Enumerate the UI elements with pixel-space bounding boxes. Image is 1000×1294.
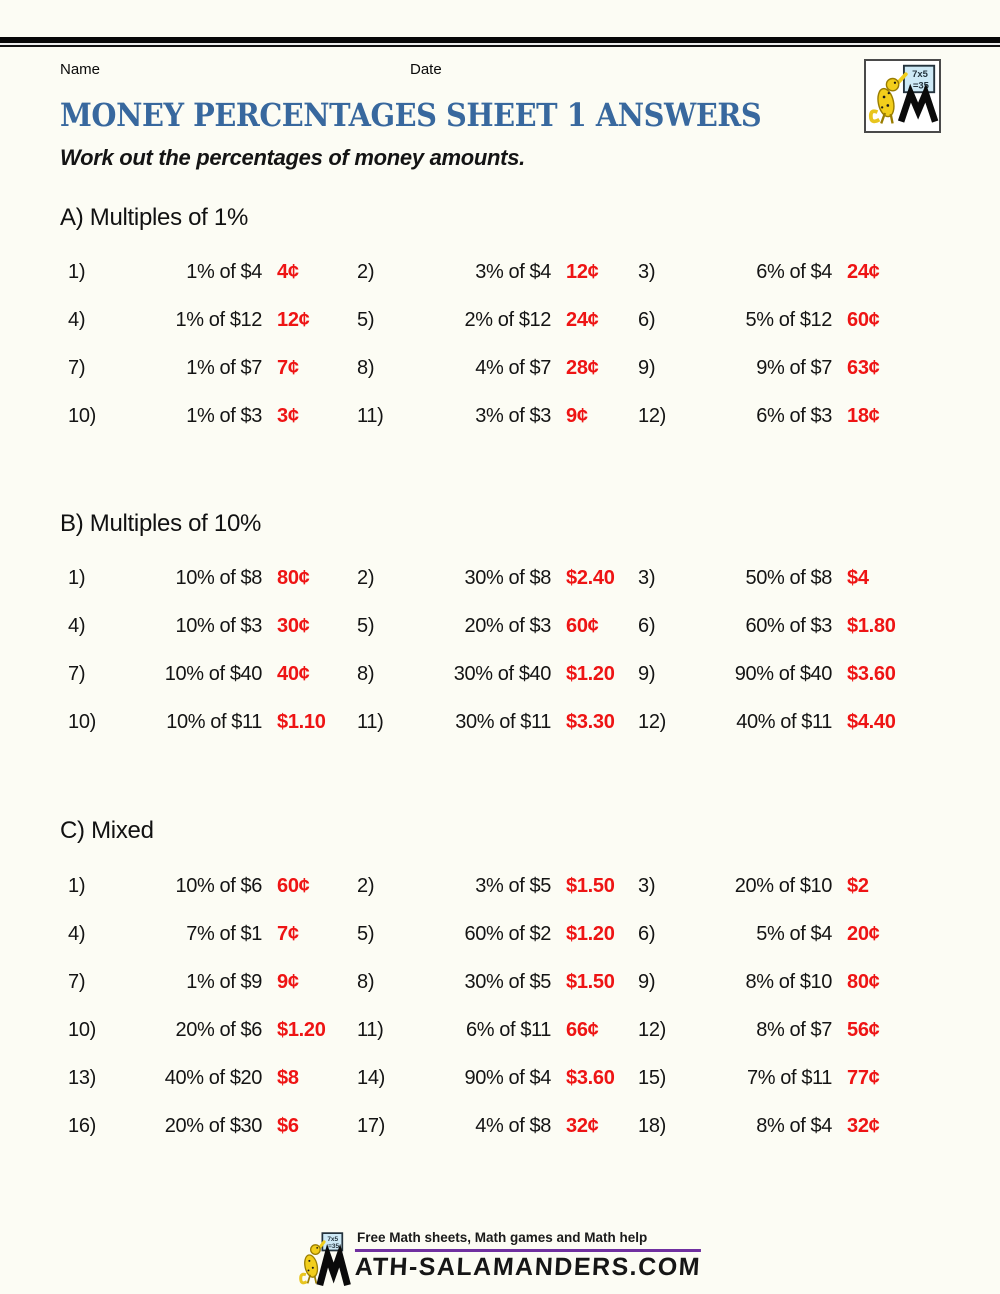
problem-item — [68, 875, 357, 898]
footer-board-line2: =35 — [328, 1242, 340, 1250]
problem-number: 1) — [68, 566, 86, 589]
footer — [299, 1228, 701, 1290]
problem-number: 4) — [68, 614, 86, 637]
problem-number: 10) — [68, 1018, 97, 1041]
problem-text: 1% of $7 — [186, 356, 262, 379]
problem-item — [68, 261, 357, 284]
problem-text: 6% of $4 — [756, 260, 832, 283]
answer-text: 4¢ — [277, 260, 299, 283]
problem-number: 16) — [68, 1114, 97, 1137]
problem-number: 7) — [68, 356, 86, 379]
answer-text: 77¢ — [847, 1066, 880, 1089]
problem-item — [357, 875, 638, 898]
answer-text: 24¢ — [566, 308, 599, 331]
problem-text: 6% of $11 — [466, 1018, 551, 1041]
problem-text: 30% of $8 — [464, 566, 551, 589]
footer-site-text: ATH-SALAMANDERS.COM — [354, 1253, 702, 1281]
problem-item — [357, 261, 638, 284]
page-title: MONEY PERCENTAGES SHEET 1 ANSWERS — [60, 96, 762, 134]
problem-text: 90% of $40 — [734, 662, 832, 685]
problem-number: 13) — [68, 1066, 97, 1089]
problem-text: 10% of $40 — [164, 662, 262, 685]
answer-text: 28¢ — [566, 356, 599, 379]
problem-item — [68, 663, 357, 686]
problem-item — [68, 971, 357, 994]
problem-text: 30% of $11 — [455, 710, 551, 733]
problem-number: 4) — [68, 308, 86, 331]
answer-text: $4 — [847, 566, 869, 589]
salamander-logo — [864, 59, 941, 133]
problem-number: 18) — [638, 1114, 667, 1137]
top-divider-bar — [0, 37, 1000, 48]
problems-grid — [0, 862, 1000, 1150]
problem-text: 20% of $10 — [734, 874, 832, 897]
problem-item — [638, 405, 1000, 428]
problem-item — [68, 309, 357, 332]
answer-text: 66¢ — [566, 1018, 599, 1041]
problem-number: 11) — [357, 404, 384, 427]
problems-grid — [0, 248, 1000, 440]
problem-number: 11) — [357, 1018, 384, 1041]
problem-number: 6) — [638, 922, 656, 945]
problem-row — [0, 296, 1000, 344]
m-logo-shape — [901, 93, 935, 121]
answer-text: 12¢ — [566, 260, 599, 283]
problem-item — [68, 615, 357, 638]
problem-item — [68, 923, 357, 946]
answer-text: 12¢ — [277, 308, 310, 331]
problem-text: 3% of $5 — [475, 874, 551, 897]
answer-text: 60¢ — [847, 308, 880, 331]
answer-text: 7¢ — [277, 922, 299, 945]
instructions-text: Work out the percentages of money amounts. — [60, 145, 525, 170]
problem-item — [357, 971, 638, 994]
answer-text: 24¢ — [847, 260, 880, 283]
problem-text: 1% of $4 — [186, 260, 262, 283]
problem-text: 7% of $1 — [186, 922, 262, 945]
problem-text: 6% of $3 — [756, 404, 832, 427]
problem-number: 1) — [68, 260, 86, 283]
problem-item — [638, 971, 1000, 994]
problem-number: 15) — [638, 1066, 667, 1089]
answer-text: $1.20 — [566, 662, 615, 685]
problem-item — [357, 357, 638, 380]
answer-text: $3.60 — [847, 662, 896, 685]
problem-number: 7) — [68, 662, 86, 685]
problem-number: 10) — [68, 710, 97, 733]
answer-text: $1.50 — [566, 970, 615, 993]
problem-text: 3% of $4 — [475, 260, 551, 283]
salamander-footer-icon — [299, 1230, 351, 1290]
answer-text: 40¢ — [277, 662, 310, 685]
problem-number: 5) — [357, 308, 375, 331]
problem-row — [0, 554, 1000, 602]
answer-text: $8 — [277, 1066, 299, 1089]
section-heading: C) Mixed — [60, 817, 154, 844]
problem-row — [0, 650, 1000, 698]
problem-item — [638, 875, 1000, 898]
problem-item — [68, 1115, 357, 1138]
problem-number: 2) — [357, 874, 375, 897]
problem-item — [638, 923, 1000, 946]
problem-number: 3) — [638, 874, 656, 897]
answer-text: 32¢ — [847, 1114, 880, 1137]
section-heading: A) Multiples of 1% — [60, 204, 249, 231]
problem-text: 60% of $3 — [745, 614, 832, 637]
problem-text: 1% of $3 — [186, 404, 262, 427]
problem-text: 90% of $4 — [464, 1066, 551, 1089]
problem-text: 40% of $11 — [736, 710, 832, 733]
problem-row — [0, 392, 1000, 440]
board-text-line1: 7x5 — [912, 69, 928, 81]
problem-item — [638, 1019, 1000, 1042]
problem-item — [638, 615, 1000, 638]
board-text-line2: =35 — [912, 80, 929, 92]
problem-item — [68, 1067, 357, 1090]
answer-text: $1.50 — [566, 874, 615, 897]
answer-text: 60¢ — [277, 874, 310, 897]
problem-item — [357, 615, 638, 638]
problem-text: 10% of $3 — [175, 614, 262, 637]
problem-item — [638, 309, 1000, 332]
answer-text: 80¢ — [847, 970, 880, 993]
answer-text: 60¢ — [566, 614, 599, 637]
problem-item — [638, 1115, 1000, 1138]
problem-number: 9) — [638, 356, 656, 379]
problem-item — [357, 923, 638, 946]
problem-text: 1% of $9 — [186, 970, 262, 993]
problem-number: 5) — [357, 614, 375, 637]
problem-number: 11) — [357, 710, 384, 733]
problem-item — [357, 1067, 638, 1090]
problem-number: 4) — [68, 922, 86, 945]
problem-item — [357, 1115, 638, 1138]
answer-text: 18¢ — [847, 404, 880, 427]
problem-text: 40% of $20 — [164, 1066, 262, 1089]
problem-number: 10) — [68, 404, 97, 427]
problem-item — [357, 663, 638, 686]
problem-number: 6) — [638, 308, 656, 331]
answer-text: 9¢ — [277, 970, 299, 993]
problem-number: 9) — [638, 662, 656, 685]
problem-number: 12) — [638, 1018, 667, 1041]
problem-text: 2% of $12 — [464, 308, 551, 331]
section-multiples-of-10pct — [0, 509, 1000, 746]
answer-text: $1.20 — [277, 1018, 326, 1041]
footer-site-line — [355, 1253, 701, 1282]
footer-board-line1: 7x5 — [327, 1235, 339, 1243]
problem-item — [638, 357, 1000, 380]
problem-number: 7) — [68, 970, 86, 993]
answer-text: 56¢ — [847, 1018, 880, 1041]
problem-number: 8) — [357, 662, 375, 685]
problem-row — [0, 344, 1000, 392]
problem-text: 60% of $2 — [464, 922, 551, 945]
problem-number: 9) — [638, 970, 656, 993]
problem-row — [0, 910, 1000, 958]
problem-item — [638, 567, 1000, 590]
answer-text: $4.40 — [847, 710, 896, 733]
problem-item — [638, 1067, 1000, 1090]
problem-text: 8% of $4 — [756, 1114, 832, 1137]
answer-text: 30¢ — [277, 614, 310, 637]
answer-text: 9¢ — [566, 404, 588, 427]
answer-text: $3.60 — [566, 1066, 615, 1089]
problem-text: 5% of $12 — [745, 308, 832, 331]
problem-item — [357, 567, 638, 590]
problem-item — [68, 357, 357, 380]
problem-row — [0, 958, 1000, 1006]
problem-item — [357, 1019, 638, 1042]
problem-text: 8% of $10 — [745, 970, 832, 993]
problem-text: 9% of $7 — [756, 356, 832, 379]
problem-number: 2) — [357, 566, 375, 589]
problem-item — [638, 711, 1000, 734]
problem-number: 3) — [638, 566, 656, 589]
salamander-logo-icon — [866, 61, 939, 131]
problem-row — [0, 698, 1000, 746]
section-mixed — [0, 816, 1000, 1150]
problem-item — [68, 567, 357, 590]
problem-row — [0, 602, 1000, 650]
problem-text: 4% of $8 — [475, 1114, 551, 1137]
problem-item — [68, 711, 357, 734]
footer-tagline: Free Math sheets, Math games and Math help — [355, 1228, 701, 1252]
problem-number: 6) — [638, 614, 656, 637]
answer-text: $6 — [277, 1114, 299, 1137]
footer-m-logo-shape — [320, 1256, 348, 1285]
problem-text: 10% of $6 — [175, 874, 262, 897]
problem-text: 20% of $3 — [464, 614, 551, 637]
problem-text: 4% of $7 — [475, 356, 551, 379]
problem-number: 5) — [357, 922, 375, 945]
problem-text: 5% of $4 — [756, 922, 832, 945]
problem-item — [638, 663, 1000, 686]
problem-text: 50% of $8 — [745, 566, 832, 589]
problem-number: 17) — [357, 1114, 386, 1137]
problem-number: 12) — [638, 404, 667, 427]
problem-text: 10% of $8 — [175, 566, 262, 589]
problems-grid — [0, 554, 1000, 746]
problem-item — [357, 711, 638, 734]
problem-item — [68, 405, 357, 428]
problem-item — [638, 261, 1000, 284]
answer-text: $2.40 — [566, 566, 615, 589]
problem-row — [0, 862, 1000, 910]
answer-text: $2 — [847, 874, 869, 897]
answer-text: $3.30 — [566, 710, 615, 733]
problem-row — [0, 1006, 1000, 1054]
answer-text: $1.80 — [847, 614, 896, 637]
section-heading: B) Multiples of 10% — [60, 510, 262, 537]
problem-text: 3% of $3 — [475, 404, 551, 427]
problem-number: 3) — [638, 260, 656, 283]
answer-text: 80¢ — [277, 566, 310, 589]
problem-text: 10% of $11 — [166, 710, 262, 733]
date-label: Date — [410, 61, 442, 78]
answer-text: 32¢ — [566, 1114, 599, 1137]
section-multiples-of-1pct — [0, 203, 1000, 440]
problem-number: 1) — [68, 874, 86, 897]
footer-text-block — [355, 1228, 701, 1282]
problem-row — [0, 248, 1000, 296]
answer-text: $1.10 — [277, 710, 326, 733]
problem-text: 20% of $30 — [164, 1114, 262, 1137]
problem-item — [68, 1019, 357, 1042]
problem-number: 8) — [357, 356, 375, 379]
problem-text: 1% of $12 — [175, 308, 262, 331]
problem-number: 12) — [638, 710, 667, 733]
problem-number: 8) — [357, 970, 375, 993]
problem-item — [357, 405, 638, 428]
problem-item — [357, 309, 638, 332]
problem-text: 30% of $40 — [453, 662, 551, 685]
answer-text: $1.20 — [566, 922, 615, 945]
problem-text: 30% of $5 — [464, 970, 551, 993]
answer-text: 3¢ — [277, 404, 299, 427]
problem-text: 8% of $7 — [756, 1018, 832, 1041]
problem-row — [0, 1102, 1000, 1150]
problem-number: 14) — [357, 1066, 386, 1089]
answer-text: 63¢ — [847, 356, 880, 379]
problem-text: 20% of $6 — [175, 1018, 262, 1041]
problem-number: 2) — [357, 260, 375, 283]
answer-text: 20¢ — [847, 922, 880, 945]
problem-text: 7% of $11 — [747, 1066, 832, 1089]
answer-text: 7¢ — [277, 356, 299, 379]
problem-row — [0, 1054, 1000, 1102]
name-label: Name — [60, 61, 101, 78]
